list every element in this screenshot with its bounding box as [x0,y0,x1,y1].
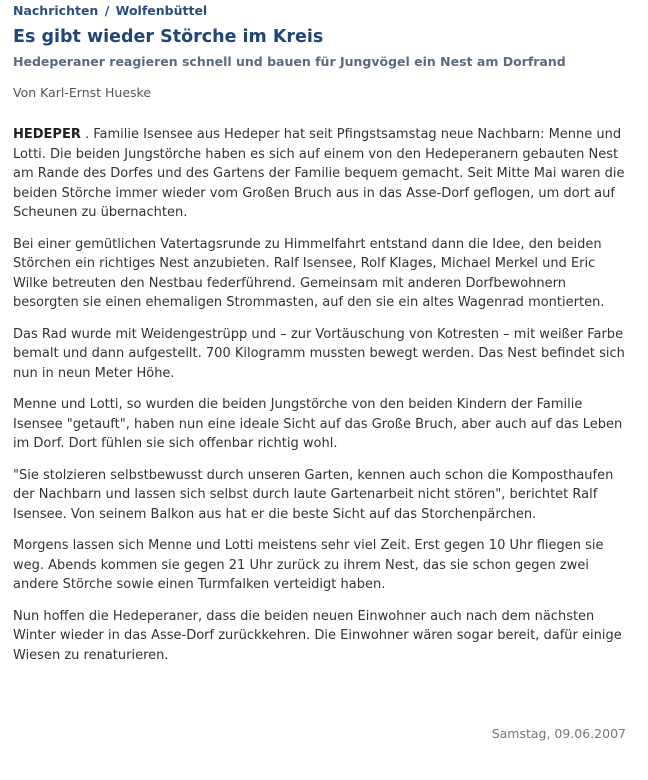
breadcrumb-separator: / [104,3,110,18]
article-body [13,125,633,677]
article-date: Samstag, 09.06.2007 [491,726,626,741]
article-paragraph-4: "Sie stolzieren selbstbewusst durch unseren Garten, kennen auch schon die Komposthaufen der Nachbarn und lassen sich selbst durch laute Gartenarbeit nicht stören", berichtet Ralf Isensee. Von seinem Balkon aus hat er die beste Sicht auf das Storchenpärchen. [13,467,614,522]
article-headline: Es gibt wieder Störche im Kreis [13,27,324,47]
article-dateline: HEDEPER [13,127,81,142]
article-paragraph-3: Menne und Lotti, so wurden die beiden Jungstörche von den beiden Kindern der Familie Isensee "getauft", haben nun eine ideale Sicht auf das Große Bruch, aber auch auf das Leben im Dorf. Dort fühlen sie sich offenbar richtig wohl. [13,397,623,451]
breadcrumb [13,3,207,18]
article-paragraph-2: Das Rad wurde mit Weidengestrüpp und – zur Vortäuschung von Kotresten – mit weißer Farbe bemalt und dann aufgestellt. 700 Kilogramm mussten bewegt werden. Das Nest befindet sich nun in neun Meter Höhe. [13,326,625,381]
article-lead-text: . Familie Isensee aus Hedeper hat seit Pfingstsamstag neue Nachbarn: Menne und Lotti. Die beiden Jungstörche haben es sich auf einem von den Hedeperanern gebauten Nest am Rande des Dorfes und des Gartens der Familie bequem gemacht. Seit Mitte Mai waren die beiden Störche immer wieder vom Großen Bruch aus in das Asse-Dorf geflogen, um dort auf Scheunen zu übernachten. [13,127,625,220]
breadcrumb-link-nachrichten[interactable]: Nachrichten [13,3,99,18]
article-subheadline: Hedeperaner reagieren schnell und bauen für Jungvögel ein Nest am Dorfrand [13,54,566,69]
article-lead-paragraph [13,125,633,223]
article-paragraph-6: Nun hoffen die Hedeperaner, dass die beiden neuen Einwohner auch nach dem nächsten Winter wieder in das Asse-Dorf zurückkehren. Die Einwohner wären sogar bereit, dafür einige Wiesen zu renaturieren. [13,608,622,663]
article-author: Von Karl-Ernst Hueske [13,85,152,100]
article-paragraph-1: Bei einer gemütlichen Vatertagsrunde zu Himmelfahrt entstand dann die Idee, den beiden Störchen ein richtiges Nest anzubieten. Ralf Isensee, Rolf Klages, Michael Merkel und Eric Wilke betreuten den Nestbau federführend. Gemeinsam mit anderen Dorfbewohnern besorgten sie einen ehemaligen Strommasten, auf den sie ein altes Wagenrad montierten. [13,236,605,310]
article-paragraph-5: Morgens lassen sich Menne und Lotti meistens sehr viel Zeit. Erst gegen 10 Uhr fliegen sie weg. Abends kommen sie gegen 21 Uhr zurück zu ihrem Nest, das sie schon gegen zwei andere Störche sowie einen Turmfalken verteidigt haben. [13,538,604,592]
breadcrumb-link-wolfenbuettel[interactable]: Wolfenbüttel [115,3,208,18]
